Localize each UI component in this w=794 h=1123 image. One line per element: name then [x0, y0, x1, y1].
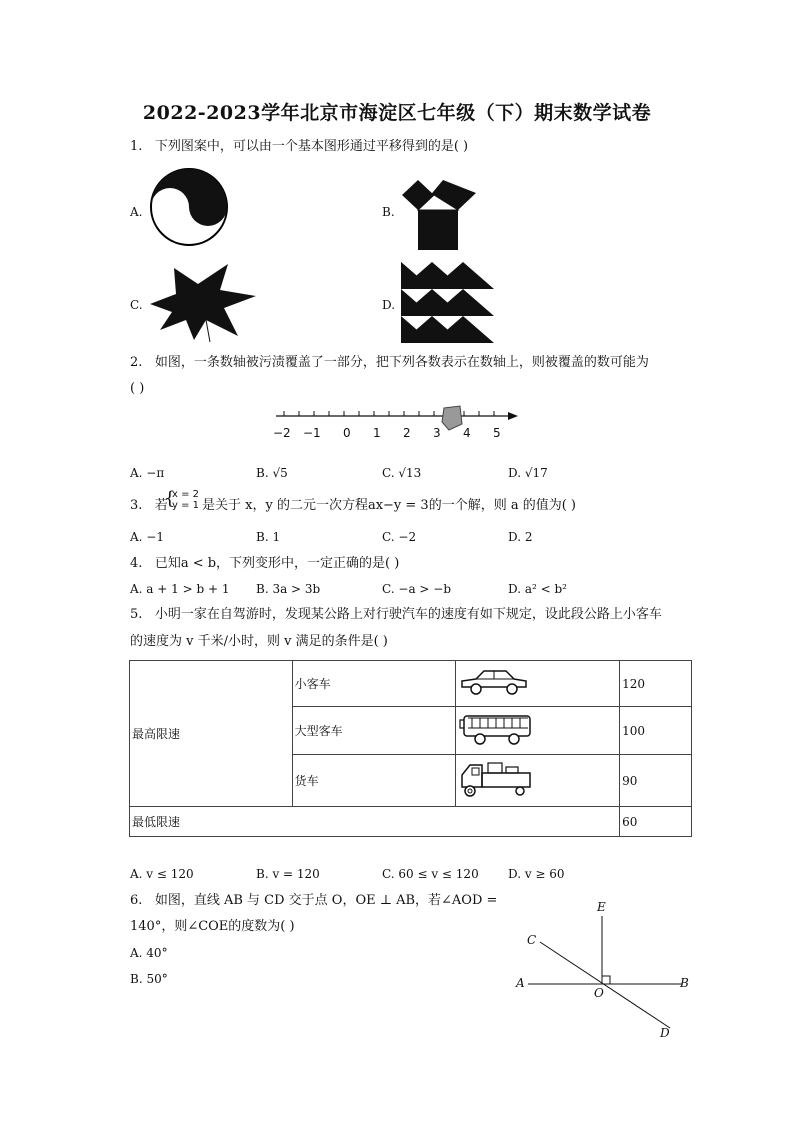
table-row [130, 807, 692, 837]
option-d: D. v ≥ 60 [508, 867, 565, 881]
question-number: 5. [130, 607, 143, 622]
triangles-grid-figure [401, 262, 495, 344]
system-bottom: y = 1 [172, 500, 200, 511]
question-2 [130, 354, 649, 372]
tick-label: −2 [273, 426, 291, 440]
question-6 [130, 892, 497, 910]
question-stem-continued: 140°，则∠COE的度数为( ) [130, 919, 295, 934]
option-b: B. 3a > 3b [256, 582, 321, 596]
limit-cell: 90 [620, 755, 692, 807]
system-top: x = 2 [172, 489, 200, 500]
question-stem-continued: 的速度为 v 千米/小时，则 v 满足的条件是( ) [130, 634, 388, 649]
max-limit-label: 最高限速 [130, 661, 293, 807]
question-stem: 下列图案中，可以由一个基本图形通过平移得到的是( ) [154, 139, 469, 154]
option-a: A. 40° [130, 946, 168, 960]
vehicle-cell: 小客车 [292, 661, 456, 707]
option-c: C. √13 [382, 466, 422, 480]
point-label-d: D [660, 1026, 670, 1040]
number-line-ticks [273, 426, 513, 442]
page-title: 2022-2023学年北京市海淀区七年级（下）期末数学试卷 [142, 102, 652, 124]
min-limit-label: 最低限速 [130, 807, 620, 837]
option-b: B. 50° [130, 972, 168, 986]
point-label-c: C [527, 933, 537, 947]
option-a-label: A. [130, 205, 143, 219]
vehicle-cell: 货车 [292, 755, 456, 807]
question-1 [130, 138, 468, 156]
option-d: D. 2 [508, 530, 533, 544]
option-b: B. √5 [256, 466, 288, 480]
option-c: C. 60 ≤ v ≤ 120 [382, 867, 479, 881]
option-d-label: D. [382, 298, 396, 312]
option-d: D. √17 [508, 466, 548, 480]
limit-cell: 60 [620, 807, 692, 837]
car-icon [456, 661, 620, 707]
truck-icon [456, 755, 620, 807]
option-a: A. a + 1 > b + 1 [130, 582, 230, 596]
question-stem: 小明一家在自驾游时，发现某公路上对行驶汽车的速度有如下规定，设此段公路上小客车 [154, 607, 662, 622]
question-3 [130, 497, 168, 515]
question-4 [130, 555, 399, 573]
pythagoras-figure [398, 165, 478, 255]
tick-label: 4 [463, 426, 471, 440]
speed-limit-table [129, 660, 692, 837]
geometry-labels [510, 898, 700, 1048]
tick-label: 1 [373, 426, 381, 440]
equation-system [172, 489, 199, 511]
question-stem: 已知a < b，下列变形中，一定正确的是( ) [154, 556, 400, 571]
tick-label: 5 [493, 426, 501, 440]
question-number: 4. [130, 556, 143, 571]
vehicle-cell: 大型客车 [292, 707, 456, 755]
bus-icon [456, 707, 620, 755]
option-d: D. a² < b² [508, 582, 567, 596]
question-stem-continued: ( ) [130, 381, 145, 396]
option-c-label: C. [130, 298, 143, 312]
question-stem-pre: 若 [154, 498, 168, 513]
question-5 [130, 606, 662, 624]
tick-label: 0 [343, 426, 351, 440]
point-label-o: O [594, 986, 604, 1000]
option-a: A. v ≤ 120 [130, 867, 194, 881]
point-label-e: E [597, 900, 606, 914]
question-number: 3. [130, 498, 143, 513]
yin-yang-figure [148, 166, 230, 248]
limit-cell: 100 [620, 707, 692, 755]
option-b: B. 1 [256, 530, 281, 544]
point-label-b: B [680, 976, 689, 990]
option-a: A. −1 [130, 530, 164, 544]
option-b: B. v = 120 [256, 867, 320, 881]
point-label-a: A [516, 976, 525, 990]
question-number: 1. [130, 139, 143, 154]
question-stem-post: 是关于 x，y 的二元一次方程ax−y = 3的一个解，则 a 的值为( ) [202, 498, 576, 513]
tick-label: −1 [303, 426, 321, 440]
table-row [130, 661, 692, 707]
option-a: A. −π [130, 466, 165, 480]
question-stem: 如图，直线 AB 与 CD 交于点 O，OE ⊥ AB，若∠AOD = [154, 893, 498, 908]
limit-cell: 120 [620, 661, 692, 707]
option-c: C. −2 [382, 530, 417, 544]
tick-label: 3 [433, 426, 441, 440]
star-figure [146, 260, 258, 342]
brace-icon: { [164, 488, 176, 509]
question-number: 2. [130, 355, 143, 370]
option-c: C. −a > −b [382, 582, 452, 596]
option-b-label: B. [382, 205, 395, 219]
tick-label: 2 [403, 426, 411, 440]
question-stem: 如图，一条数轴被污渍覆盖了一部分，把下列各数表示在数轴上，则被覆盖的数可能为 [154, 355, 649, 370]
question-number: 6. [130, 893, 143, 908]
